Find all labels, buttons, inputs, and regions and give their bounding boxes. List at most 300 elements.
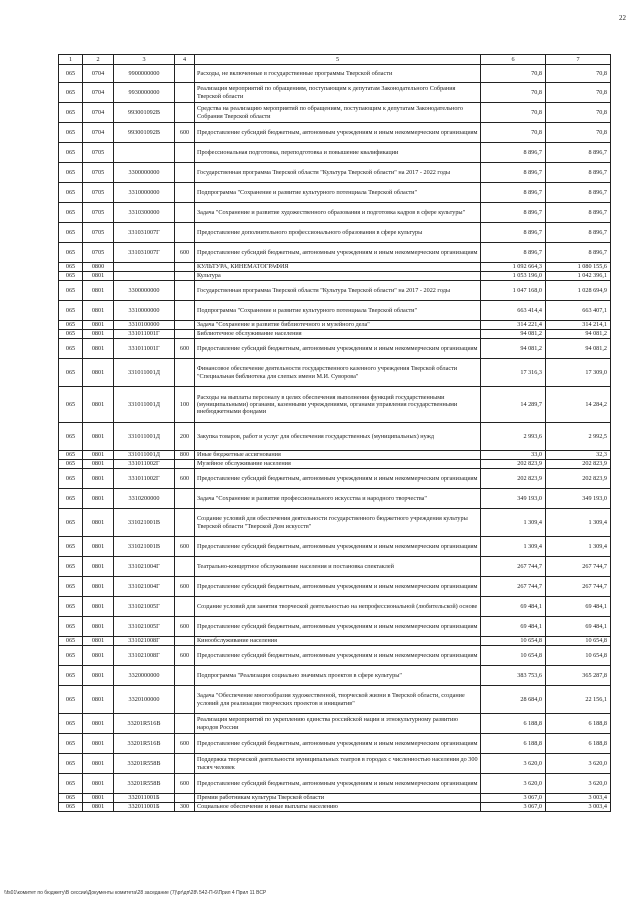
section-code-cell: 0801	[83, 537, 114, 557]
planned-amount-cell: 94 081,2	[481, 330, 546, 339]
section-code-cell: 0704	[83, 103, 114, 123]
table-row	[59, 339, 611, 359]
description-cell: КУЛЬТУРА, КИНЕМАТОГРАФИЯ	[195, 263, 481, 272]
section-code-cell: 0705	[83, 223, 114, 243]
executed-amount-cell: 8 896,7	[546, 243, 611, 263]
section-code-cell: 0801	[83, 803, 114, 812]
section-code-cell: 0801	[83, 339, 114, 359]
table-row	[59, 597, 611, 617]
expense-type-cell	[175, 557, 195, 577]
target-article-cell: 331011001Г	[114, 339, 175, 359]
header-cell: 2	[83, 55, 114, 65]
expense-type-cell	[175, 183, 195, 203]
expense-type-cell	[175, 489, 195, 509]
description-cell: Задача "Сохранение и развитие художественного образования и подготовка кадров в сфере культуры"	[195, 203, 481, 223]
target-article-cell: 3310100000	[114, 321, 175, 330]
table-row	[59, 83, 611, 103]
description-cell: Реализация мероприятий по укреплению единства российской нации и этнокультурному развитию народов России	[195, 714, 481, 734]
planned-amount-cell: 8 896,7	[481, 223, 546, 243]
section-code-cell: 0801	[83, 646, 114, 666]
table-row	[59, 203, 611, 223]
table-row	[59, 469, 611, 489]
ministry-code-cell: 065	[59, 359, 83, 387]
expense-type-cell	[175, 301, 195, 321]
section-code-cell: 0801	[83, 577, 114, 597]
table-row	[59, 460, 611, 469]
header-cell: 1	[59, 55, 83, 65]
target-article-cell: 9930000000	[114, 83, 175, 103]
executed-amount-cell: 3 620,0	[546, 754, 611, 774]
section-code-cell: 0704	[83, 65, 114, 83]
planned-amount-cell: 6 188,8	[481, 734, 546, 754]
table-row	[59, 734, 611, 754]
description-cell: Задача "Обеспечение многообразия художественной, творческой жизни в Тверской области, создание условий для реализации творческих проектов и инициатив"	[195, 686, 481, 714]
expense-type-cell	[175, 686, 195, 714]
expense-type-cell: 600	[175, 577, 195, 597]
table-row	[59, 686, 611, 714]
description-cell: Реализация мероприятий по обращениям, поступающим к депутатам Законодательного Собрания Тверской области	[195, 83, 481, 103]
target-article-cell: 3320000000	[114, 666, 175, 686]
expense-type-cell: 600	[175, 469, 195, 489]
planned-amount-cell: 3 620,0	[481, 774, 546, 794]
ministry-code-cell: 065	[59, 646, 83, 666]
expense-type-cell: 600	[175, 734, 195, 754]
table-row	[59, 223, 611, 243]
ministry-code-cell: 065	[59, 387, 83, 423]
section-code-cell: 0801	[83, 774, 114, 794]
ministry-code-cell: 065	[59, 243, 83, 263]
planned-amount-cell: 3 067,0	[481, 803, 546, 812]
executed-amount-cell: 267 744,7	[546, 577, 611, 597]
table-row	[59, 65, 611, 83]
section-code-cell: 0801	[83, 509, 114, 537]
executed-amount-cell: 8 896,7	[546, 163, 611, 183]
budget-table	[58, 54, 611, 812]
section-code-cell: 0801	[83, 597, 114, 617]
description-cell: Кинообслуживание населения	[195, 637, 481, 646]
target-article-cell: 331021001В	[114, 537, 175, 557]
executed-amount-cell: 69 484,1	[546, 617, 611, 637]
ministry-code-cell: 065	[59, 123, 83, 143]
target-article-cell: 3310200000	[114, 489, 175, 509]
ministry-code-cell: 065	[59, 617, 83, 637]
planned-amount-cell: 3 067,0	[481, 794, 546, 803]
expense-type-cell: 600	[175, 646, 195, 666]
planned-amount-cell: 383 753,6	[481, 666, 546, 686]
executed-amount-cell: 365 287,8	[546, 666, 611, 686]
planned-amount-cell: 8 896,7	[481, 203, 546, 223]
executed-amount-cell: 349 193,0	[546, 489, 611, 509]
executed-amount-cell: 8 896,7	[546, 183, 611, 203]
table-row	[59, 330, 611, 339]
ministry-code-cell: 065	[59, 451, 83, 460]
planned-amount-cell: 314 221,4	[481, 321, 546, 330]
target-article-cell: 33201R516В	[114, 714, 175, 734]
expense-type-cell: 200	[175, 423, 195, 451]
ministry-code-cell: 065	[59, 460, 83, 469]
target-article-cell: 332011001Б	[114, 794, 175, 803]
section-code-cell: 0801	[83, 359, 114, 387]
expense-type-cell	[175, 460, 195, 469]
description-cell: Расходы на выплаты персоналу в целях обеспечения выполнения функций государственными (муниципальными) органами, казенными учреждениями, органами управления государственными внебюджетными фондами	[195, 387, 481, 423]
section-code-cell: 0801	[83, 451, 114, 460]
table-row	[59, 281, 611, 301]
description-cell: Поддержка творческой деятельности муниципальных театров в городах с численностью населения до 300 тысяч человек	[195, 754, 481, 774]
ministry-code-cell: 065	[59, 597, 83, 617]
target-article-cell: 331021005Г	[114, 597, 175, 617]
expense-type-cell: 600	[175, 617, 195, 637]
planned-amount-cell: 10 654,8	[481, 637, 546, 646]
section-code-cell: 0801	[83, 754, 114, 774]
description-cell: Государственная программа Тверской области "Культура Тверской области" на 2017 - 2022 годы	[195, 281, 481, 301]
planned-amount-cell: 8 896,7	[481, 183, 546, 203]
target-article-cell: 9900000000	[114, 65, 175, 83]
target-article-cell	[114, 272, 175, 281]
section-code-cell: 0801	[83, 387, 114, 423]
planned-amount-cell: 1 047 168,0	[481, 281, 546, 301]
executed-amount-cell: 70,8	[546, 103, 611, 123]
section-code-cell: 0705	[83, 243, 114, 263]
target-article-cell: 3300000000	[114, 163, 175, 183]
table-row	[59, 794, 611, 803]
executed-amount-cell: 3 620,0	[546, 774, 611, 794]
table-row	[59, 301, 611, 321]
expense-type-cell	[175, 509, 195, 537]
table-row	[59, 163, 611, 183]
ministry-code-cell: 065	[59, 281, 83, 301]
description-cell: Создание условий для занятия творческой деятельностью на непрофессиональной (любительской) основе	[195, 597, 481, 617]
executed-amount-cell: 314 214,1	[546, 321, 611, 330]
expense-type-cell	[175, 637, 195, 646]
executed-amount-cell: 1 080 155,6	[546, 263, 611, 272]
table-row	[59, 509, 611, 537]
section-code-cell: 0801	[83, 489, 114, 509]
planned-amount-cell: 14 289,7	[481, 387, 546, 423]
table-row	[59, 646, 611, 666]
table-row	[59, 714, 611, 734]
target-article-cell: 33201R516В	[114, 734, 175, 754]
planned-amount-cell: 94 081,2	[481, 339, 546, 359]
expense-type-cell	[175, 272, 195, 281]
description-cell: Закупка товаров, работ и услуг для обеспечения государственных (муниципальных) нужд	[195, 423, 481, 451]
description-cell: Финансовое обеспечение деятельности государственного казенного учреждения Тверской области "Специальная библиотека для слепых имени М.И. Суворова"	[195, 359, 481, 387]
planned-amount-cell: 33,0	[481, 451, 546, 460]
executed-amount-cell: 6 188,8	[546, 714, 611, 734]
target-article-cell: 3310000000	[114, 301, 175, 321]
target-article-cell: 331011001Д	[114, 451, 175, 460]
table-row	[59, 774, 611, 794]
executed-amount-cell: 3 003,4	[546, 803, 611, 812]
planned-amount-cell: 202 823,9	[481, 469, 546, 489]
target-article-cell: 331011001Д	[114, 423, 175, 451]
table-row	[59, 263, 611, 272]
section-code-cell: 0705	[83, 203, 114, 223]
executed-amount-cell: 10 654,8	[546, 646, 611, 666]
table-row	[59, 243, 611, 263]
section-code-cell: 0801	[83, 637, 114, 646]
header-cell: 3	[114, 55, 175, 65]
planned-amount-cell: 70,8	[481, 103, 546, 123]
description-cell: Культура	[195, 272, 481, 281]
ministry-code-cell: 065	[59, 263, 83, 272]
ministry-code-cell: 065	[59, 803, 83, 812]
target-article-cell: 331011001Д	[114, 359, 175, 387]
target-article-cell: 3310300000	[114, 203, 175, 223]
ministry-code-cell: 065	[59, 577, 83, 597]
ministry-code-cell: 065	[59, 714, 83, 734]
description-cell: Профессиональная подготовка, переподготовка и повышение квалификации	[195, 143, 481, 163]
description-cell: Задача "Сохранение и развитие профессионального искусства и народного творчества"	[195, 489, 481, 509]
section-code-cell: 0801	[83, 794, 114, 803]
section-code-cell: 0705	[83, 143, 114, 163]
section-code-cell: 0705	[83, 163, 114, 183]
description-cell: Библиотечное обслуживание населения	[195, 330, 481, 339]
planned-amount-cell: 70,8	[481, 123, 546, 143]
section-code-cell: 0704	[83, 83, 114, 103]
ministry-code-cell: 065	[59, 754, 83, 774]
ministry-code-cell: 065	[59, 537, 83, 557]
table-row	[59, 387, 611, 423]
description-cell: Предоставление субсидий бюджетным, автономным учреждениям и иным некоммерческим организациям	[195, 646, 481, 666]
description-cell: Подпрограмма "Реализация социально значимых проектов в сфере культуры"	[195, 666, 481, 686]
executed-amount-cell: 70,8	[546, 65, 611, 83]
ministry-code-cell: 065	[59, 774, 83, 794]
description-cell: Предоставление субсидий бюджетным, автономным учреждениям и иным некоммерческим организациям	[195, 617, 481, 637]
executed-amount-cell: 3 003,4	[546, 794, 611, 803]
planned-amount-cell: 2 993,6	[481, 423, 546, 451]
executed-amount-cell: 1 042 396,1	[546, 272, 611, 281]
executed-amount-cell: 663 407,1	[546, 301, 611, 321]
expense-type-cell: 600	[175, 537, 195, 557]
expense-type-cell	[175, 281, 195, 301]
executed-amount-cell: 1 309,4	[546, 509, 611, 537]
planned-amount-cell: 8 896,7	[481, 163, 546, 183]
target-article-cell: 3300000000	[114, 281, 175, 301]
planned-amount-cell: 1 053 196,0	[481, 272, 546, 281]
ministry-code-cell: 065	[59, 469, 83, 489]
table-row	[59, 666, 611, 686]
expense-type-cell: 100	[175, 387, 195, 423]
target-article-cell: 33201R558В	[114, 754, 175, 774]
target-article-cell: 331011002Г	[114, 460, 175, 469]
ministry-code-cell: 065	[59, 272, 83, 281]
table-header-row	[59, 55, 611, 65]
executed-amount-cell: 70,8	[546, 123, 611, 143]
description-cell: Расходы, не включенные в государственные программы Тверской области	[195, 65, 481, 83]
executed-amount-cell: 14 284,2	[546, 387, 611, 423]
section-code-cell: 0801	[83, 666, 114, 686]
description-cell: Предоставление субсидий бюджетным, автономным учреждениям и иным некоммерческим организациям	[195, 537, 481, 557]
description-cell: Задача "Сохранение и развитие библиотечного и музейного дела"	[195, 321, 481, 330]
expense-type-cell: 600	[175, 774, 195, 794]
planned-amount-cell: 3 620,0	[481, 754, 546, 774]
executed-amount-cell: 1 028 694,9	[546, 281, 611, 301]
ministry-code-cell: 065	[59, 686, 83, 714]
planned-amount-cell: 1 092 664,3	[481, 263, 546, 272]
expense-type-cell	[175, 330, 195, 339]
section-code-cell: 0801	[83, 460, 114, 469]
expense-type-cell	[175, 597, 195, 617]
target-article-cell: 331021008Г	[114, 646, 175, 666]
description-cell: Иные бюджетные ассигнования	[195, 451, 481, 460]
target-article-cell: 331021004Г	[114, 557, 175, 577]
ministry-code-cell: 065	[59, 183, 83, 203]
table-row	[59, 143, 611, 163]
target-article-cell: 331021008Г	[114, 637, 175, 646]
planned-amount-cell: 267 744,7	[481, 557, 546, 577]
table-row	[59, 637, 611, 646]
ministry-code-cell: 065	[59, 301, 83, 321]
planned-amount-cell: 202 823,9	[481, 460, 546, 469]
executed-amount-cell: 6 188,8	[546, 734, 611, 754]
ministry-code-cell: 065	[59, 223, 83, 243]
description-cell: Государственная программа Тверской области "Культура Тверской области" на 2017 - 2022 годы	[195, 163, 481, 183]
planned-amount-cell: 17 316,3	[481, 359, 546, 387]
expense-type-cell: 600	[175, 339, 195, 359]
section-code-cell: 0801	[83, 469, 114, 489]
executed-amount-cell: 10 654,8	[546, 637, 611, 646]
executed-amount-cell: 69 484,1	[546, 597, 611, 617]
section-code-cell: 0705	[83, 183, 114, 203]
description-cell: Музейное обслуживание населения	[195, 460, 481, 469]
expense-type-cell	[175, 223, 195, 243]
budget-table-container	[58, 54, 610, 812]
target-article-cell: 331011002Г	[114, 469, 175, 489]
description-cell: Премии работникам культуры Тверской области	[195, 794, 481, 803]
target-article-cell: 332011001Б	[114, 803, 175, 812]
expense-type-cell	[175, 163, 195, 183]
executed-amount-cell: 202 823,9	[546, 469, 611, 489]
target-article-cell: 331021001В	[114, 509, 175, 537]
section-code-cell: 0801	[83, 714, 114, 734]
target-article-cell: 993001092В	[114, 103, 175, 123]
table-row	[59, 577, 611, 597]
planned-amount-cell: 69 484,1	[481, 597, 546, 617]
header-cell: 7	[546, 55, 611, 65]
planned-amount-cell: 1 309,4	[481, 537, 546, 557]
ministry-code-cell: 065	[59, 103, 83, 123]
planned-amount-cell: 349 193,0	[481, 489, 546, 509]
executed-amount-cell: 8 896,7	[546, 223, 611, 243]
expense-type-cell	[175, 83, 195, 103]
executed-amount-cell: 17 309,0	[546, 359, 611, 387]
table-row	[59, 423, 611, 451]
ministry-code-cell: 065	[59, 637, 83, 646]
ministry-code-cell: 065	[59, 65, 83, 83]
header-cell: 6	[481, 55, 546, 65]
expense-type-cell	[175, 754, 195, 774]
table-row	[59, 617, 611, 637]
table-row	[59, 321, 611, 330]
description-cell: Предоставление дополнительного профессионального образования в сфере культуры	[195, 223, 481, 243]
planned-amount-cell: 663 414,4	[481, 301, 546, 321]
section-code-cell: 0801	[83, 272, 114, 281]
expense-type-cell: 800	[175, 451, 195, 460]
target-article-cell	[114, 263, 175, 272]
target-article-cell: 331021005Г	[114, 617, 175, 637]
table-row	[59, 557, 611, 577]
planned-amount-cell: 70,8	[481, 65, 546, 83]
section-code-cell: 0801	[83, 321, 114, 330]
header-cell: 5	[195, 55, 481, 65]
ministry-code-cell: 065	[59, 557, 83, 577]
ministry-code-cell: 065	[59, 339, 83, 359]
description-cell: Театрально-концертное обслуживание населения и постановка спектаклей	[195, 557, 481, 577]
planned-amount-cell: 69 484,1	[481, 617, 546, 637]
expense-type-cell	[175, 666, 195, 686]
target-article-cell: 3310000000	[114, 183, 175, 203]
ministry-code-cell: 065	[59, 83, 83, 103]
section-code-cell: 0801	[83, 423, 114, 451]
table-row	[59, 272, 611, 281]
table-row	[59, 451, 611, 460]
ministry-code-cell: 065	[59, 509, 83, 537]
table-row	[59, 537, 611, 557]
section-code-cell: 0800	[83, 263, 114, 272]
section-code-cell: 0801	[83, 617, 114, 637]
table-row	[59, 359, 611, 387]
section-code-cell: 0801	[83, 557, 114, 577]
ministry-code-cell: 065	[59, 734, 83, 754]
executed-amount-cell: 2 992,5	[546, 423, 611, 451]
description-cell: Предоставление субсидий бюджетным, автономным учреждениям и иным некоммерческим организациям	[195, 469, 481, 489]
expense-type-cell	[175, 794, 195, 803]
executed-amount-cell: 1 309,4	[546, 537, 611, 557]
expense-type-cell	[175, 65, 195, 83]
planned-amount-cell: 10 654,8	[481, 646, 546, 666]
description-cell: Подпрограмма "Сохранение и развитие культурного потенциала Тверской области"	[195, 183, 481, 203]
description-cell: Предоставление субсидий бюджетным, автономным учреждениям и иным некоммерческим организациям	[195, 243, 481, 263]
expense-type-cell	[175, 103, 195, 123]
executed-amount-cell: 22 156,1	[546, 686, 611, 714]
executed-amount-cell: 8 896,7	[546, 143, 611, 163]
description-cell: Создание условий для обеспечения деятельности государственного бюджетного учреждения культуры Тверской области "Тверской Дом искусств"	[195, 509, 481, 537]
ministry-code-cell: 065	[59, 143, 83, 163]
table-row	[59, 803, 611, 812]
description-cell: Предоставление субсидий бюджетным, автономным учреждениям и иным некоммерческим организациям	[195, 734, 481, 754]
ministry-code-cell: 065	[59, 203, 83, 223]
table-row	[59, 183, 611, 203]
description-cell: Подпрограмма "Сохранение и развитие культурного потенциала Тверской области"	[195, 301, 481, 321]
planned-amount-cell: 1 309,4	[481, 509, 546, 537]
executed-amount-cell: 70,8	[546, 83, 611, 103]
expense-type-cell	[175, 714, 195, 734]
section-code-cell: 0801	[83, 686, 114, 714]
section-code-cell: 0704	[83, 123, 114, 143]
executed-amount-cell: 8 896,7	[546, 203, 611, 223]
target-article-cell: 331031007Г	[114, 223, 175, 243]
description-cell: Социальное обеспечение и иные выплаты населению	[195, 803, 481, 812]
ministry-code-cell: 065	[59, 321, 83, 330]
ministry-code-cell: 065	[59, 794, 83, 803]
table-row	[59, 103, 611, 123]
header-cell: 4	[175, 55, 195, 65]
expense-type-cell	[175, 143, 195, 163]
expense-type-cell	[175, 359, 195, 387]
ministry-code-cell: 065	[59, 666, 83, 686]
file-path-footer: \\fs01\комитет по бюджету\В сессии\Документы комитета\28 заседание (7)\рг\дп\28\ 542-П-6\Прил 4 Прил 11 ВСР	[4, 890, 267, 896]
description-cell: Предоставление субсидий бюджетным, автономным учреждениям и иным некоммерческим организациям	[195, 577, 481, 597]
target-article-cell: 331031007Г	[114, 243, 175, 263]
table-row	[59, 123, 611, 143]
table-row	[59, 489, 611, 509]
ministry-code-cell: 065	[59, 423, 83, 451]
executed-amount-cell: 267 744,7	[546, 557, 611, 577]
section-code-cell: 0801	[83, 330, 114, 339]
target-article-cell: 3320100000	[114, 686, 175, 714]
page-number: 22	[619, 14, 626, 22]
planned-amount-cell: 8 896,7	[481, 143, 546, 163]
